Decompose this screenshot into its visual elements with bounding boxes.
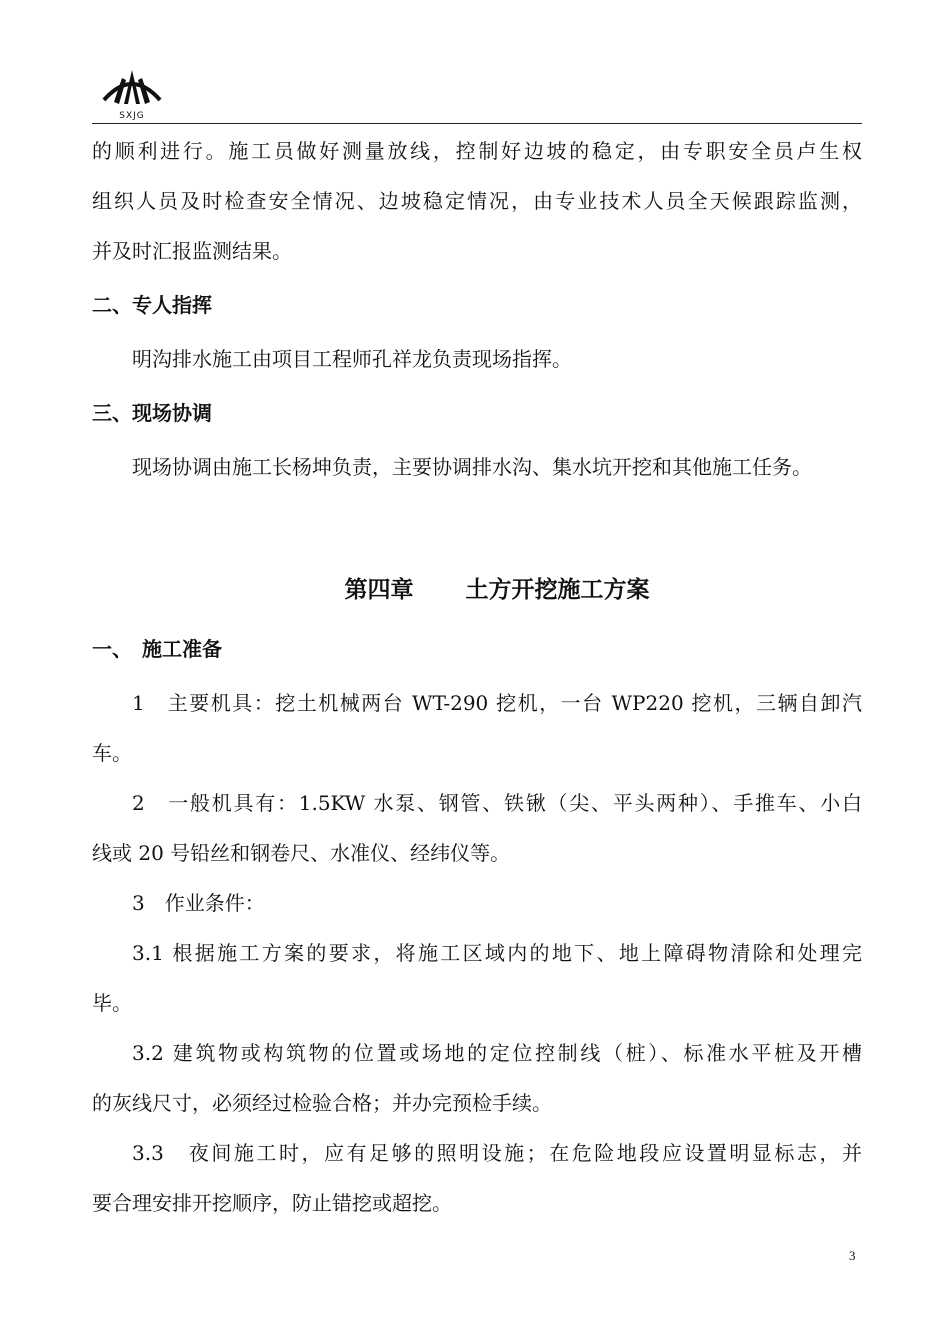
item-3-3-line-1: 3.3 夜间施工时，应有足够的照明设施；在危险地段应设置明显标志，并 <box>132 1141 862 1165</box>
page-number: 3 <box>849 1248 856 1263</box>
prep-heading: 一、 施工准备 <box>92 637 222 661</box>
chapter-heading <box>92 560 862 620</box>
section-heading-2: 二、专人指挥 <box>92 293 212 317</box>
item-1-line-2: 车。 <box>92 741 132 765</box>
company-logo <box>100 66 164 120</box>
item-3-2-line-1: 3.2 建筑物或构筑物的位置或场地的定位控制线（桩）、标准水平桩及开槽 <box>132 1041 862 1065</box>
item-3-1-line-2: 毕。 <box>92 991 132 1015</box>
section-3-text: 现场协调由施工长杨坤负责，主要协调排水沟、集水坑开挖和其他施工任务。 <box>132 455 812 479</box>
intro-line-1: 的顺利进行。施工员做好测量放线，控制好边坡的稳定，由专职安全员卢生权 <box>92 139 862 163</box>
item-2-line-1: 2 一般机具有：1.5KW 水泵、钢管、铁锹（尖、平头两种）、手推车、小白 <box>132 791 862 815</box>
item-3-2-line-2: 的灰线尺寸，必须经过检验合格；并办完预检手续。 <box>92 1091 552 1115</box>
page-content <box>92 126 862 1228</box>
item-3: 3 作业条件： <box>132 891 265 915</box>
item-1-line-1: 1 主要机具：挖土机械两台 WT-290 挖机，一台 WP220 挖机，三辆自卸汽 <box>132 691 862 715</box>
header-rule <box>92 123 862 124</box>
intro-line-2: 组织人员及时检查安全情况、边坡稳定情况，由专业技术人员全天候跟踪监测， <box>92 189 862 213</box>
chapter-number: 第四章 <box>344 577 414 603</box>
intro-line-3: 并及时汇报监测结果。 <box>92 239 292 263</box>
item-2-line-2: 线或 20 号铅丝和钢卷尺、水准仪、经纬仪等。 <box>92 841 511 865</box>
logo-text: SXJG <box>119 111 145 120</box>
item-3-3-line-2: 要合理安排开挖顺序，防止错挖或超挖。 <box>92 1191 452 1215</box>
chapter-title: 土方开挖施工方案 <box>465 577 650 603</box>
item-3-1-line-1: 3.1 根据施工方案的要求，将施工区域内的地下、地上障碍物清除和处理完 <box>132 941 862 965</box>
section-2-text: 明沟排水施工由项目工程师孔祥龙负责现场指挥。 <box>132 347 572 371</box>
section-heading-3: 三、现场协调 <box>92 401 212 425</box>
